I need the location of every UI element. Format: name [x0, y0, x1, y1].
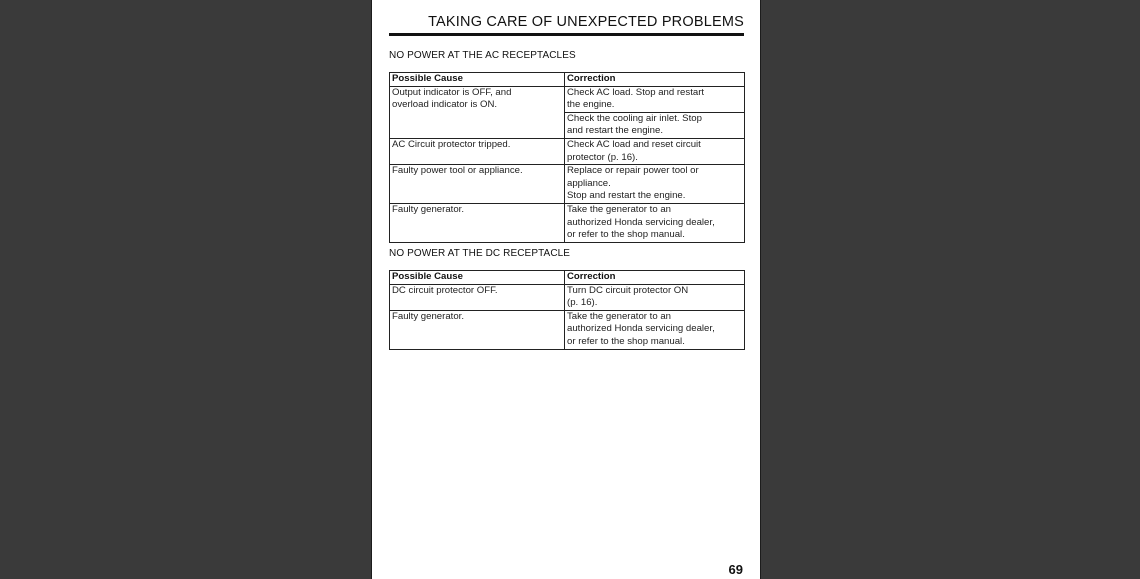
table-row	[390, 310, 745, 349]
table-row	[390, 138, 745, 164]
correction-column-header: Correction	[565, 271, 745, 285]
table-row	[390, 165, 745, 204]
table-header-row	[390, 73, 745, 87]
correction-cell: Take the generator to an authorized Honda servicing dealer, or refer to the shop manual.	[565, 310, 745, 349]
cause-column-header: Possible Cause	[390, 73, 565, 87]
cause-cell: Output indicator is OFF, and overload indicator is ON.	[390, 86, 565, 138]
page-number: 69	[728, 562, 743, 577]
document-page	[371, 0, 761, 579]
cause-column-header: Possible Cause	[390, 271, 565, 285]
cause-cell: Faulty power tool or appliance.	[390, 165, 565, 204]
dc-section-title: NO POWER AT THE DC RECEPTACLE	[389, 248, 571, 259]
correction-cell: Take the generator to an authorized Honda servicing dealer, or refer to the shop manual.	[565, 203, 745, 242]
correction-cell: Check AC load and reset circuit protector (p. 16).	[565, 138, 745, 164]
table-row	[390, 203, 745, 242]
table-row	[390, 86, 745, 112]
cause-cell: Faulty generator.	[390, 310, 565, 349]
table-row	[390, 284, 745, 310]
cause-cell: AC Circuit protector tripped.	[390, 138, 565, 164]
ac-section-title: NO POWER AT THE AC RECEPTACLES	[389, 50, 576, 61]
correction-column-header: Correction	[565, 73, 745, 87]
ac-troubleshooting-table	[389, 72, 745, 243]
table-header-row	[390, 271, 745, 285]
correction-cell: Check the cooling air inlet. Stop and restart the engine.	[565, 112, 745, 138]
dc-troubleshooting-table	[389, 270, 745, 350]
cause-cell: DC circuit protector OFF.	[390, 284, 565, 310]
cause-cell: Faulty generator.	[390, 203, 565, 242]
correction-cell: Replace or repair power tool or appliance. Stop and restart the engine.	[565, 165, 745, 204]
correction-cell: Turn DC circuit protector ON (p. 16).	[565, 284, 745, 310]
page-header: TAKING CARE OF UNEXPECTED PROBLEMS	[389, 14, 744, 36]
correction-cell: Check AC load. Stop and restart the engine.	[565, 86, 745, 112]
